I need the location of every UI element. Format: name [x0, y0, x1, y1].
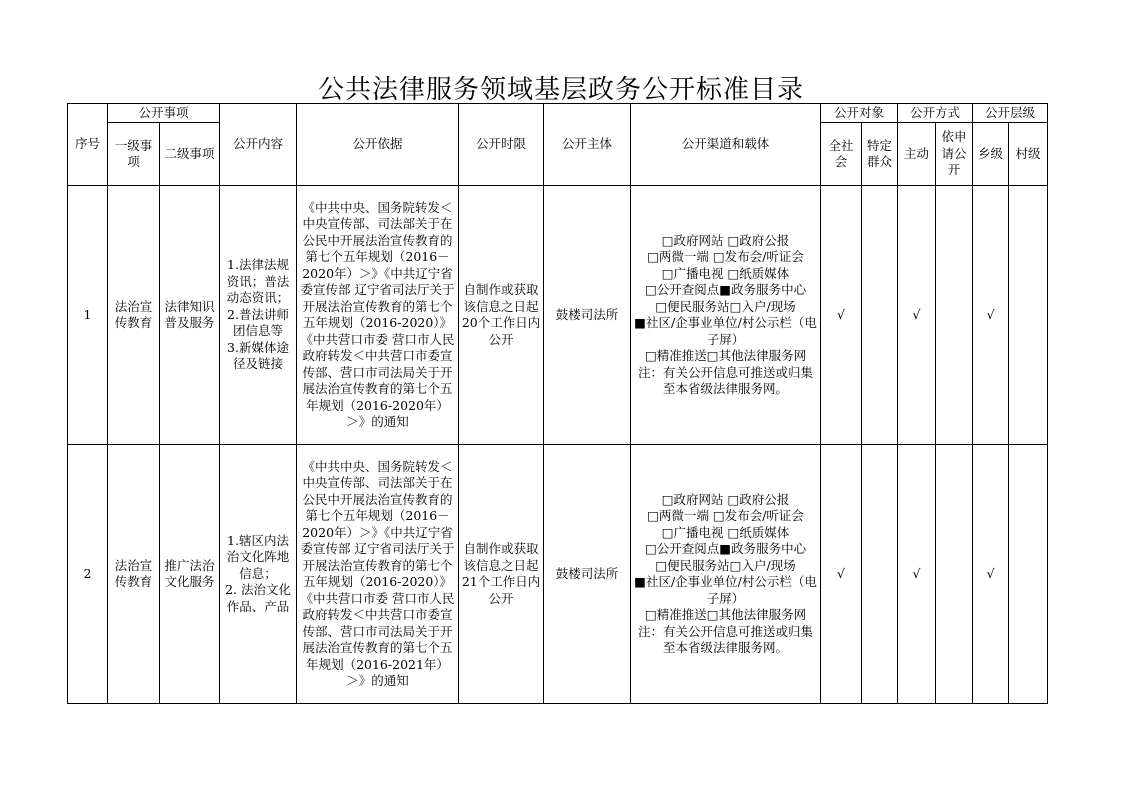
cell-village — [1009, 186, 1048, 445]
cell-all-society: √ — [821, 186, 862, 445]
cell-seq: 1 — [68, 186, 108, 445]
header-active: 主动 — [898, 123, 936, 186]
table-row — [68, 445, 1048, 704]
header-group-audience: 公开对象 — [821, 104, 898, 123]
header-basis: 公开依据 — [297, 104, 459, 186]
header-group-method: 公开方式 — [898, 104, 973, 123]
cell-channel: □政府网站 □政府公报 □两微一端 □发布会/听证会 □广播电视 □纸质媒体 □公开查阅点■政务服务中心 □便民服务站□入户/现场 ■社区/企事业单位/村公示栏（电子屏） □精准推送□其他法律服务网 注：有关公开信息可推送或归集至本省级法律服务网。 — [631, 445, 821, 704]
header-group-items: 公开事项 — [108, 104, 220, 123]
cell-active: √ — [898, 186, 936, 445]
cell-level1: 法治宣传教育 — [108, 445, 160, 704]
cell-active: √ — [898, 445, 936, 704]
cell-basis: 《中共中央、国务院转发＜中央宣传部、司法部关于在公民中开展法治宣传教育的第七个五年规划（2016－2020年）＞》《中共辽宁省委宣传部 辽宁省司法厅关于开展法治宣传教育的第七个五年规划（2016-2020）》《中共营口市委 营口市人民政府转发＜中共营口市委宣传部、营口市司法局关于开展法治宣传教育的第七个五年规划（2016-2021年）＞》的通知 — [297, 445, 459, 704]
cell-channel: □政府网站 □政府公报 □两微一端 □发布会/听证会 □广播电视 □纸质媒体 □公开查阅点■政务服务中心 □便民服务站□入户/现场 ■社区/企事业单位/村公示栏（电子屏） □精准推送□其他法律服务网 注：有关公开信息可推送或归集至本省级法律服务网。 — [631, 186, 821, 445]
cell-specific — [862, 445, 898, 704]
cell-subject: 鼓楼司法所 — [544, 445, 631, 704]
header-township: 乡级 — [973, 123, 1009, 186]
cell-all-society: √ — [821, 445, 862, 704]
catalog-table — [67, 103, 1048, 704]
cell-level2: 法律知识普及服务 — [160, 186, 220, 445]
cell-township: √ — [973, 186, 1009, 445]
header-on-request: 依申请公开 — [936, 123, 973, 186]
cell-content: 1.辖区内法治文化阵地信息； 2. 法治文化作品、产品 — [220, 445, 297, 704]
cell-deadline: 自制作或获取该信息之日起21个工作日内公开 — [459, 445, 544, 704]
cell-level2: 推广法治文化服务 — [160, 445, 220, 704]
header-deadline: 公开时限 — [459, 104, 544, 186]
header-content: 公开内容 — [220, 104, 297, 186]
page-title: 公共法律服务领域基层政务公开标准目录 — [317, 75, 804, 105]
cell-township: √ — [973, 445, 1009, 704]
header-group-level: 公开层级 — [973, 104, 1048, 123]
cell-on-request — [936, 445, 973, 704]
header-seq: 序号 — [68, 104, 108, 186]
table-row — [68, 186, 1048, 445]
header-subject: 公开主体 — [544, 104, 631, 186]
cell-specific — [862, 186, 898, 445]
cell-level1: 法治宣传教育 — [108, 186, 160, 445]
cell-content: 1.法律法规资讯；普法动态资讯； 2.普法讲师团信息等 3.新媒体途径及链接 — [220, 186, 297, 445]
cell-basis: 《中共中央、国务院转发＜中央宣传部、司法部关于在公民中开展法治宣传教育的第七个五年规划（2016－2020年）＞》《中共辽宁省委宣传部 辽宁省司法厅关于开展法治宣传教育的第七个五年规划（2016-2020）》《中共营口市委 营口市人民政府转发＜中共营口市委宣传部、营口市司法局关于开展法治宣传教育的第七个五年规划（2016-2020年）＞》的通知 — [297, 186, 459, 445]
header-village: 村级 — [1009, 123, 1048, 186]
header-group-row — [68, 104, 1048, 123]
cell-village — [1009, 445, 1048, 704]
header-level2: 二级事项 — [160, 123, 220, 186]
header-all-society: 全社会 — [821, 123, 862, 186]
cell-on-request — [936, 186, 973, 445]
cell-deadline: 自制作或获取该信息之日起20个工作日内公开 — [459, 186, 544, 445]
header-channel: 公开渠道和载体 — [631, 104, 821, 186]
cell-seq: 2 — [68, 445, 108, 704]
header-specific: 特定群众 — [862, 123, 898, 186]
header-level1: 一级事项 — [108, 123, 160, 186]
cell-subject: 鼓楼司法所 — [544, 186, 631, 445]
